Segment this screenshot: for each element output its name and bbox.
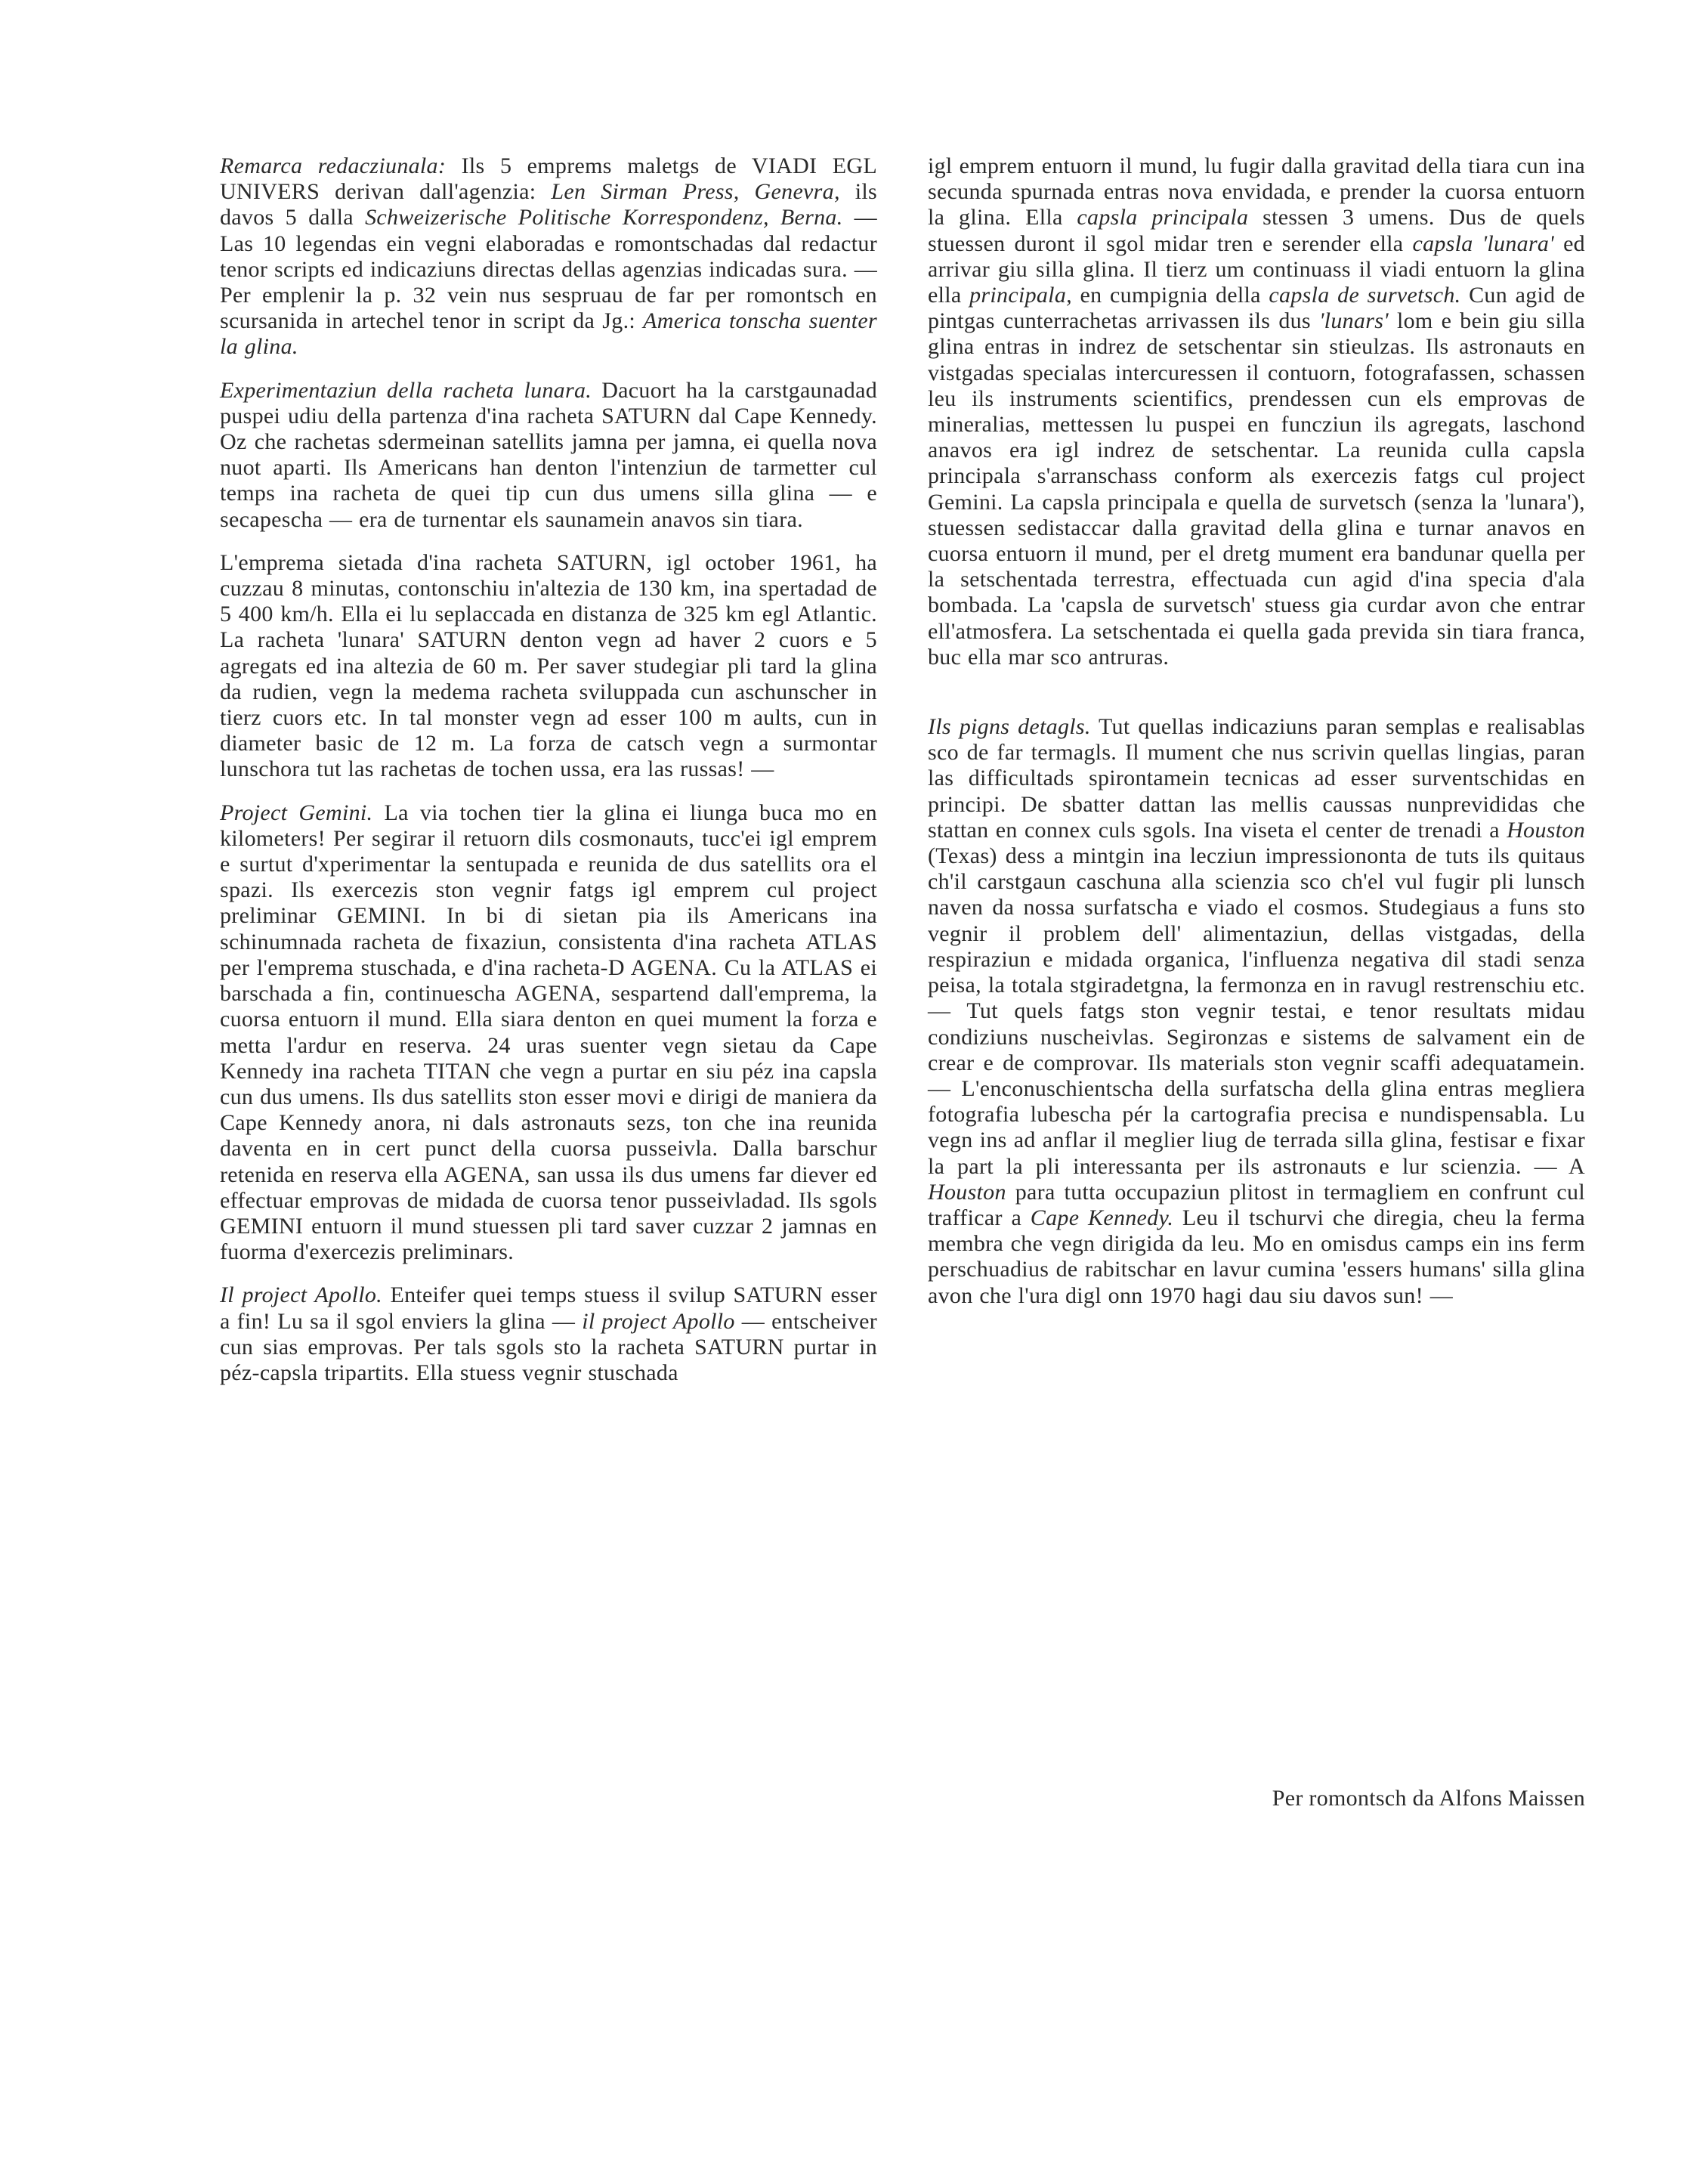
italic-text: America tonscha suenter la glina. (220, 308, 878, 360)
italic-text: capsla de survetsch. (1269, 283, 1461, 308)
paragraph-text: en cumpignia della (1071, 283, 1269, 308)
italic-text: Schweizerische Politische Korrespondenz, Berna. (365, 205, 843, 230)
section-heading: Ils pigns detagls. (928, 714, 1091, 740)
paragraph-text: Cun agid de pintgas cunterrachetas arrivassen ils dus (928, 283, 1586, 334)
italic-text: capsla 'lunara' (1412, 230, 1554, 256)
italic-text: Len Sirman Press, Genevra, (551, 179, 840, 205)
paragraph-text: stessen 3 umens. Dus de quels stuessen duront il sgol midar tren e serender ella (928, 205, 1586, 256)
paragraph-text: lom e bein giu silla glina entras in indrez de setschentar sin stieulzas. Ils astronauts en vistgadas specialas intercuressen il contuorn, fotografassen, schassen leu ils instruments scientifics, prendessen cun els emprovas de mineralias, mettessen lu puspei en funcziun ils agregats, laschond anavos era igl indrez de setschentar. La reunida culla capsla principala s'arranschass conform als exercezis fatgs cul project Gemini. La capsla principala e quella de survetsch (senza la 'lunara'), stuessen sedistaccar dalla gravitad della glina e turnar anavos en cuorsa entuorn il mund, per el dretg mument era bandunar quella per la setschentada terrestra, effectuada cun agid d'ina specia d'ala bombada. La 'capsla de survetsch' stuess gia curdar avon che entrar ell'atmosfera. La setschentada ei quella gada previda sin tiara franca, buc ella mar sco antruras. (928, 308, 1586, 670)
saturn-launch-paragraph (220, 550, 877, 783)
right-column (928, 153, 1585, 1326)
paragraph-text: (Texas) dess a mintgin ina lecziun impressiononta de tuts ils quitaus ch'il carstgaun caschuna alla scienzia sco ch'el vul fugir pli lunsch naven da nossa surfatscha e viado el cosmos. Studegiaus a funs sto vegnir il problem dell' alimentaziun, dellas vistgadas, della respiraziun e midada organica, l'influenza negativa dil stadi senza peisa, la totala stgiradetgna, la fermonza en in ravugl restrenschiu etc. — Tut quels fatgs ston vegnir testai, e tenor resultats midau condiziuns nuscheivlas. Segironzas e sistems de salvament ein de crear e de comprovar. Ils materials ston vegnir scaffi adequatamein. — L'enconuschientscha della surfatscha della glina entras megliera fotografia lubescha pér la cartografia precisa e nundispensabla. Lu vegn ins ad anflar il meglier liug de terrada silla glina, festisar e fixar la part la pli interessanta per ils astronauts e lur scienzia. — A (928, 843, 1585, 1179)
paragraph-text: — entscheiver cun sias emprovas. Per tals sgols sto la racheta SATURN purtar in péz-capsla tripartits. Ella stuess vegnir stuschada (220, 1308, 877, 1385)
paragraph-text: igl emprem entuorn il mund, lu fugir dalla gravitad della tiara cun ina secunda spurnada entras nova envidada, e prender la cuorsa entuorn la glina. Ella (928, 153, 1585, 230)
italic-text: Cape Kennedy. (1030, 1205, 1174, 1230)
italic-text: Houston (928, 1179, 1006, 1205)
gemini-paragraph (220, 800, 877, 1266)
translator-signature: Per romontsch da Alfons Maissen (1272, 1786, 1585, 1811)
details-paragraph (928, 714, 1585, 1309)
editorial-note-lead: Remarca redacziunala: (220, 153, 447, 178)
section-heading: Project Gemini. (220, 800, 373, 825)
paragraph-text: La via tochen tier la glina ei liunga buca mo en kilometers! Per segirar il retuorn dils cosmonauts, tucc'ei igl emprem e surtut d'xperimentar la sentupada e reunida de dus satellits ora el spazi. Ils exercezis ston vegnir fatgs igl emprem cul project preliminar GEMINI. In bi di sietan pia ils Americans ina schinumnada racheta de fixaziun, consistenta d'ina racheta ATLAS per l'emprema stuschada, e d'ina racheta-D AGENA. Cu la ATLAS ei barschada a fin, continuescha AGENA, sespartend dall'emprema, la cuorsa entuorn il mund. Ella siara denton en quei mument la forza e metta l'ardur en reserva. 24 uras suenter vegn sietau da Cape Kennedy ina racheta TITAN che vegn a purtar en siu péz ina capsla cun dus umens. Ils dus satellits ston esser movi e dirigi de maniera da Cape Kennedy anora, ni dals astronauts sezs, ton che ina reunida daventa en in cert punct della cuorsa pusseivla. Dalla barschur retenida en reserva ella AGENA, san ussa ils dus umens far diever ed effectuar emprovas de midada de cuorsa tenor pusseivladad. Ils sgols GEMINI entuorn il mund stuessen pli tard saver cuzzar 2 jamnas en fuorma d'exercezis preliminars. (220, 800, 877, 1265)
italic-text: 'lunars' (1318, 308, 1389, 334)
left-column (220, 153, 877, 1403)
section-heading: Experimentaziun della racheta lunara. (220, 377, 592, 403)
paragraph-text: Leu il tschurvi che diregia, cheu la ferma membra che vegn dirigida da leu. Mo en omisdus camps ein ins ferm perschuadius de rabitschar en lavur cumina 'essers humans' silla glina avon che l'ura digl onn 1970 hagi dau siu davos sun! — (928, 1205, 1586, 1308)
apollo-continued-paragraph (928, 153, 1585, 670)
paragraph-text: Tut quellas indicaziuns paran semplas e realisablas sco de far termagls. Il mument che nus scrivin quellas lingias, paran las difficultads spirontamein tecnicas ad esser surventschidas en principi. De sbatter dattan las mellis caussas nunprevididas che stattan en connex culs sgols. Ina viseta el center de trenadi a (928, 714, 1585, 843)
paragraph-text: Ils 5 emprems maletgs de VIADI EGL UNIVERS derivan dall'agenzia: (220, 153, 877, 205)
paragraph-text: ils davos 5 dalla (220, 179, 877, 230)
paragraph-text: ed arrivar giu silla glina. Il tierz um continuass il viadi entuorn la glina ella (928, 230, 1585, 308)
italic-text: principala, (969, 283, 1072, 308)
paragraph-text: — Las 10 legendas ein vegni elaboradas e romontschadas dal redactur tenor scripts ed indicaziuns directas dellas agenzias indicadas sura. — Per emplenir la p. 32 vein nus sespruau de far per romontsch en scursanida in artechel tenor in script da Jg.: (220, 205, 878, 334)
paragraph-text: para tutta occupaziun plitost in termagliem en confrunt cul trafficar a (928, 1179, 1585, 1230)
italic-text: il project Apollo (582, 1308, 735, 1334)
paragraph-text: L'emprema sietada d'ina racheta SATURN, igl october 1961, ha cuzzau 8 minutas, contonschiu in'altezia de 130 km, ina spertadad de 5 400 km/h. Ella ei lu seplaccada en distanza de 325 km egl Atlantic. La racheta 'lunara' SATURN denton vegn ad haver 2 cuors e 5 agregats ed ina altezia de 60 m. Per saver studegiar pli tard la glina da rudien, vegn la medema racheta sviluppada cun aschunscher in tierz cuors etc. In tal monster vegn ad esser 100 m aults, cun in diameter basic de 12 m. La forza de catsch vegn a surmontar lunschora tut las rachetas de tochen ussa, era las russas! — (220, 549, 877, 782)
paragraph-text: Enteifer quei temps stuess il svilup SATURN esser a fin! Lu sa il sgol enviers la glina — (220, 1282, 877, 1334)
section-heading: Il project Apollo. (220, 1282, 382, 1308)
italic-text: capsla principala (1077, 205, 1249, 230)
paragraph-text: Dacuort ha la carstgaunadad puspei udiu della partenza d'ina racheta SATURN dal Cape Kennedy. Oz che rachetas sdermeinan satellits jamna per jamna, ei quella nova nuot aparti. Ils Americans han denton l'intenziun de tarmetter cul temps ina racheta de quei tip cun dus umens silla glina — e secapescha — era de turnentar els saunamein anavos sin tiara. (220, 377, 877, 532)
italic-text: Houston (1507, 817, 1585, 843)
editorial-note-paragraph (220, 153, 877, 360)
lunar-rocket-paragraph (220, 378, 877, 533)
apollo-paragraph (220, 1282, 877, 1386)
